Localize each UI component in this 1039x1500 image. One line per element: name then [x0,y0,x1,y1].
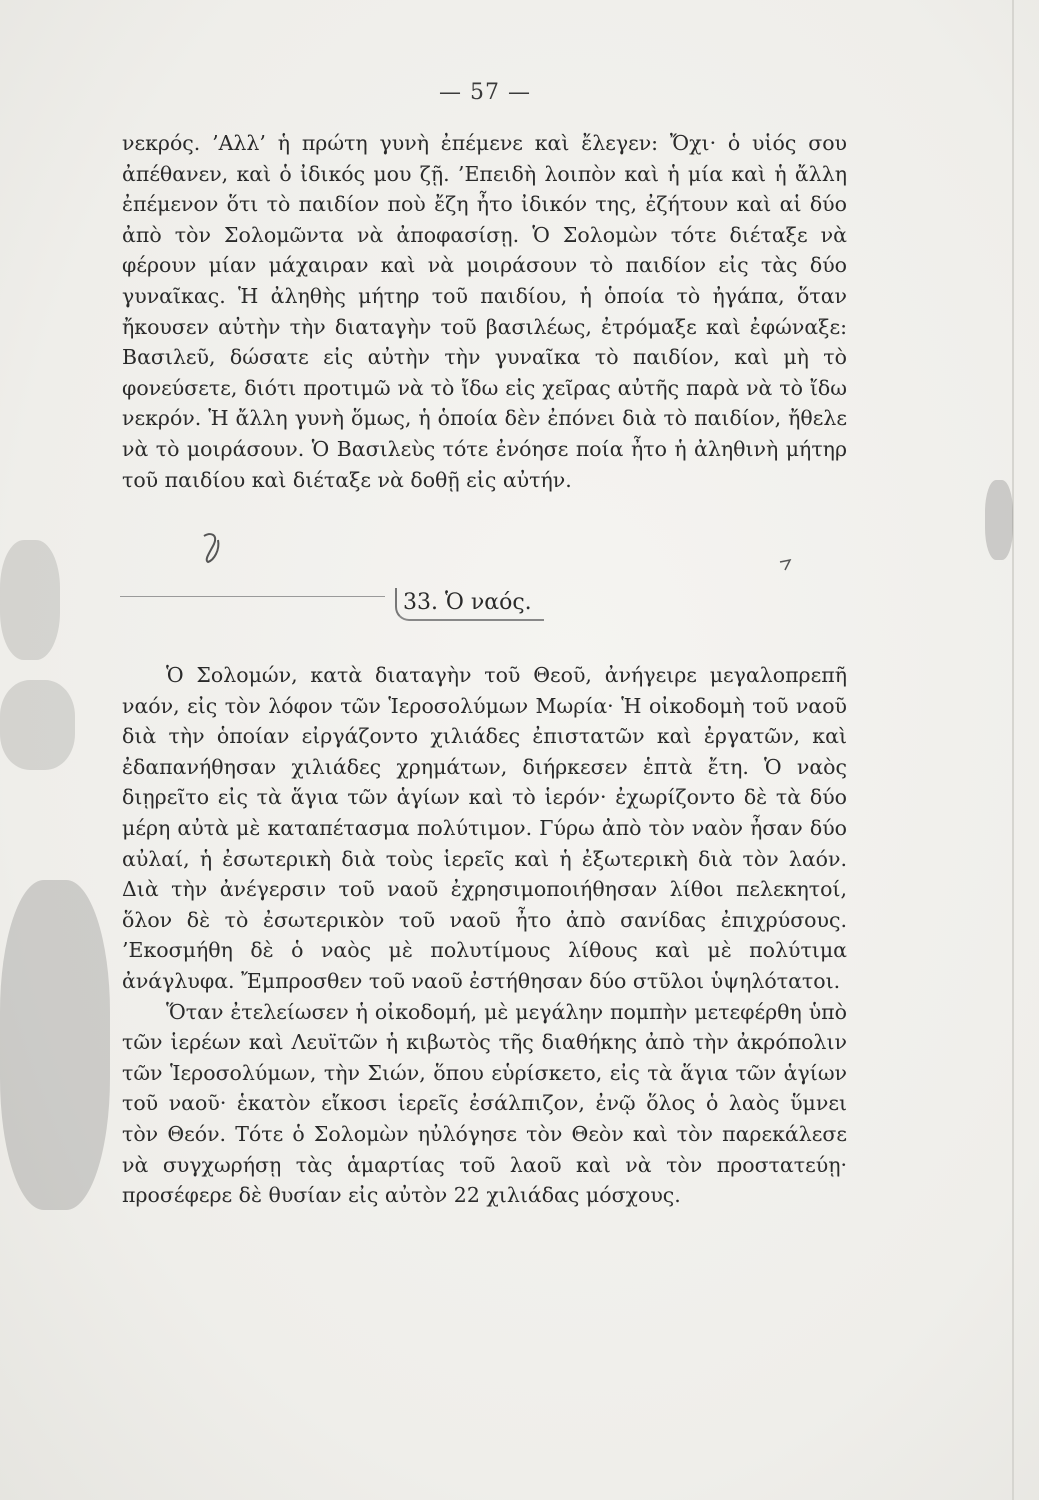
bleed-through-smudge [0,880,110,1210]
paragraph: Ὁ Σολομών, κατὰ διαταγὴν τοῦ Θεοῦ, ἀνήγειρε μεγαλοπρεπῆ ναόν, εἰς τὸν λόφον τῶν Ἱεροσολύμων Μωρία· Ἡ οἰκοδομὴ τοῦ ναοῦ διὰ τὴν ὁποίαν εἰργάζοντο χιλιάδες ἐπιστατῶν καὶ ἐργατῶν, καὶ ἐδαπανήθησαν χιλιάδες χρημάτων, διήρκεσεν ἑπτὰ ἔτη. Ὁ ναὸς διῃρεῖτο εἰς τὰ ἅγια τῶν ἁγίων καὶ τὸ ἱερόν· ἐχωρίζοντο δὲ τὰ δύο μέρη αὐτὰ μὲ καταπέτασμα πολύτιμον. Γύρω ἀπὸ τὸν ναὸν ἦσαν δύο αὐλαί, ἡ ἐσωτερικὴ διὰ τοὺς ἱερεῖς καὶ ἡ ἐξωτερικὴ διὰ τὸν λαόν. Διὰ τὴν ἀνέγερσιν τοῦ ναοῦ ἐχρησιμοποιήθησαν λίθοι πελεκητοί, ὅλον δὲ τὸ ἐσωτερικὸν τοῦ ναοῦ ἦτο ἀπὸ σανίδας ἐπιχρύσους. ’Εκοσμήθη δὲ ὁ ναὸς μὲ πολυτίμους λίθους καὶ μὲ πολύτιμα ἀνάγλυφα. Ἔμπροσθεν τοῦ ναοῦ ἐστήθησαν δύο στῦλοι ὑψηλότατοι. [122,663,847,993]
bleed-through-smudge [985,480,1013,560]
paragraph: Ὅταν ἐτελείωσεν ἡ οἰκοδομή, μὲ μεγάλην πομπὴν μετεφέρθη ὑπὸ τῶν ἱερέων καὶ Λευϊτῶν ἡ κιβωτὸς τῆς διαθήκης ἀπὸ τὴν ἀκρόπολιν τῶν Ἱεροσολύμων, τὴν Σιών, ὅπου εὑρίσκετο, εἰς τὰ ἅγια τῶν ἁγίων τοῦ ναοῦ· ἑκατὸν εἴκοσι ἱερεῖς ἐσάλπιζον, ἐνῷ ὅλος ὁ λαὸς ὕμνει τὸν Θεόν. Τότε ὁ Σολομὼν ηὐλόγησε τὸν Θεὸν καὶ τὸν παρεκάλεσε νὰ συγχωρήσῃ τὰς ἁμαρτίας τοῦ λαοῦ καὶ νὰ τὸν προστατεύῃ· προσέφερε δὲ θυσίαν εἰς αὐτὸν 22 χιλιάδας μόσχους. [122,999,847,1208]
text-block-top [122,128,847,495]
page-fold-shadow [1012,0,1014,1500]
paragraph: νεκρός. ’Αλλ’ ἡ πρώτη γυνὴ ἐπέμενε καὶ ἔλεγεν: Ὄχι· ὁ υἱός σου ἀπέθανεν, καὶ ὁ ἰδικός μου ζῇ. ’Επειδὴ λοιπὸν καὶ ἡ μία καὶ ἡ ἄλλη ἐπέμενον ὅτι τὸ παιδίον ποὺ ἔζη ἦτο ἰδικόν της, ἐζήτουν καὶ αἱ δύο ἀπὸ τὸν Σολομῶντα νὰ ἀποφασίσῃ. Ὁ Σολομὼν τότε διέταξε νὰ φέρουν μίαν μάχαιραν καὶ νὰ μοιράσουν τὸ παιδίον εἰς τὰς δύο γυναῖκας. Ἡ ἀληθὴς μήτηρ τοῦ παιδίου, ἡ ὁποία τὸ ἠγάπα, ὅταν ἤκουσεν αὐτὴν τὴν διαταγὴν τοῦ βασιλέως, ἐτρόμαξε καὶ ἐφώναξε: Βασιλεῦ, δώσατε εἰς αὐτὴν τὴν γυναῖκα τὸ παιδίον, καὶ μὴ τὸ φονεύσετε, διότι προτιμῶ νὰ τὸ ἴδω εἰς χεῖρας αὐτῆς παρὰ νὰ τὸ ἴδω νεκρόν. Ἡ ἄλλη γυνὴ ὅμως, ἡ ὁποία δὲν ἐπόνει διὰ τὸ παιδίον, ἤθελε νὰ τὸ μοιράσουν. Ὁ Βασιλεὺς τότε ἐνόησε ποία ἦτο ἡ ἀληθινὴ μήτηρ τοῦ παιδίου καὶ διέταξε νὰ δοθῇ εἰς αὐτήν. [122,131,847,492]
section-rule [120,596,385,597]
bleed-through-smudge [0,540,60,660]
page-number: — 57 — [439,80,531,105]
text-block-section [122,660,847,1211]
pencil-tick-icon [778,558,792,572]
pencil-mark-icon [200,530,224,564]
bleed-through-smudge [0,680,75,770]
section-heading: 33. Ὁ ναός. [395,588,544,621]
